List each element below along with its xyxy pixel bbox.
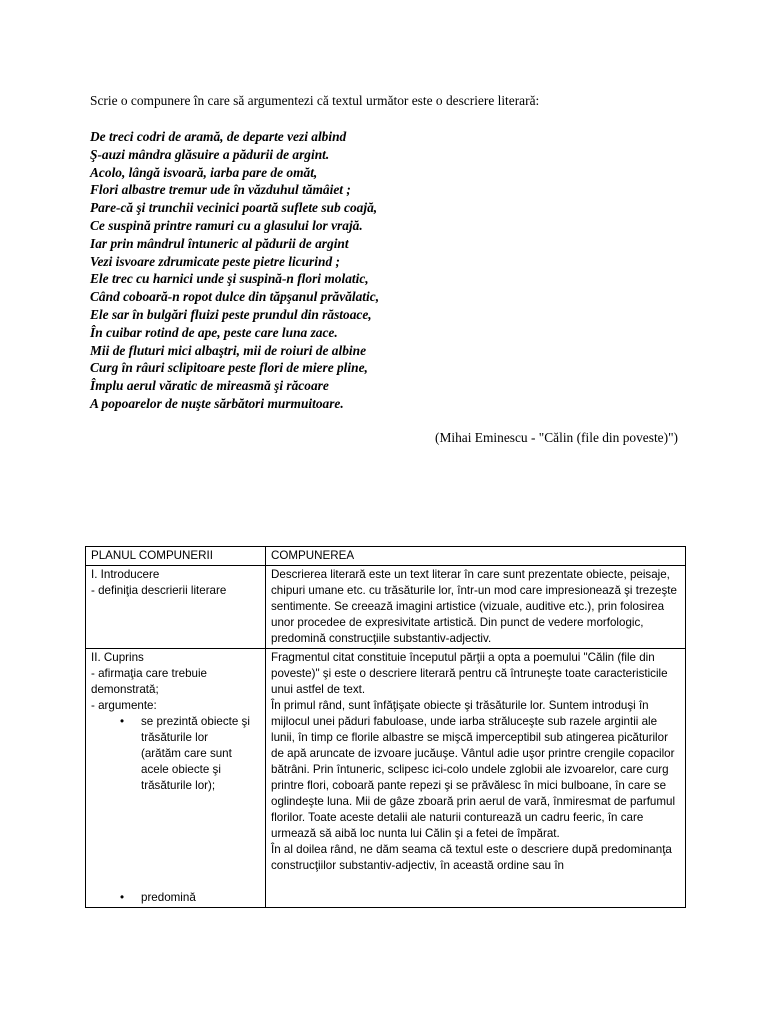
composition-cell xyxy=(266,649,686,908)
header-plan: PLANUL COMPUNERII xyxy=(86,547,266,566)
poem-line: Vezi isvoare zdrumicate peste pietre licurind ; xyxy=(90,253,340,269)
poem-line: Mii de fluturi mici albaştri, mii de roiuri de albine xyxy=(90,342,367,358)
poem-excerpt xyxy=(90,128,710,413)
poem-attribution: (Mihai Eminescu - "Călin (file din poveste)") xyxy=(435,430,678,445)
poem-line: Ele sar în bulgări fluizi peste prundul din răstoace, xyxy=(90,306,372,322)
argument-bullet xyxy=(91,714,261,794)
plan-cell xyxy=(86,649,266,908)
poem-line: În cuibar rotind de ape, peste care luna zace. xyxy=(90,324,338,340)
poem-line: Acolo, lângă isvoară, iarba pare de omăt, xyxy=(90,164,318,180)
poem-line: Ele trec cu harnici unde şi suspină-n flori molatic, xyxy=(90,271,369,287)
poem-line: Flori albastre tremur ude în văzduhul tămâiet ; xyxy=(90,182,351,198)
argument-text: se prezintă obiecte şi trăsăturile lor xyxy=(141,715,250,744)
argument-note: (arătăm care sunt acele obiecte şi trăsăturile lor); xyxy=(141,747,232,792)
plan-point: - definiţia descrierii literare xyxy=(91,584,227,597)
argument-bullet xyxy=(91,890,261,906)
plan-point: - afirmaţia care trebuie demonstrată; xyxy=(91,667,207,696)
poem-line: Împlu aerul văratic de mireasmă şi răcoare xyxy=(90,378,329,394)
assignment-prompt: Scrie o compunere în care să argumentezi că textul următor este o descriere literară: xyxy=(90,93,540,108)
bullet-icon: • xyxy=(120,715,125,728)
poem-line: Ce suspină printre ramuri cu a glasului lor vrajă. xyxy=(90,217,363,233)
header-composition: COMPUNEREA xyxy=(266,547,686,566)
table-row xyxy=(86,649,686,908)
poem-line: Când coboară-n ropot dulce din tăpşanul prăvălatic, xyxy=(90,289,380,305)
poem-line: Ş-auzi mândra glăsuire a pădurii de argint. xyxy=(90,146,330,162)
bullet-icon: • xyxy=(120,891,125,904)
composition-paragraph: În al doilea rând, ne dăm seama că textul este o descriere după predominanţa construcţiilor substantiv-adjectiv, în această ordine sau în xyxy=(271,843,672,872)
plan-point: - argumente: xyxy=(91,699,157,712)
poem-line: De treci codri de aramă, de departe vezi albind xyxy=(90,129,347,144)
argument-text: predomină xyxy=(141,891,196,904)
composition-paragraph: În primul rând, sunt înfăţişate obiecte şi trăsăturile lor. Suntem introduşi în mijlocul unei păduri fabuloase, unde iarba străluceşte sub razele argintii ale lunii, în timp ce florile albastre se mişcă imperceptibil sub atingerea picăturilor de apă aruncate de izvoare jucăuşe. Vântul adie uşor printre crengile copacilor bătrâni. Prin întuneric, sclipesc ici-colo undele zglobii ale izvoarelor, care curg printre flori, coboară pante repezi şi se prăvălesc în mici bulboane, în care se oglindeşte luna. Mii de gâze zboară prin aerul de vară, înmiresmat de parfumul florilor. Toate aceste detalii ale naturii conturează un cadru feeric, în care urmează să aibă loc nunta lui Călin şi a fetei de împărat. xyxy=(271,699,676,840)
table-row xyxy=(86,566,686,649)
plan-cell xyxy=(86,566,266,649)
poem-line: Pare-că şi trunchii vecinici poartă suflete sub coajă, xyxy=(90,200,378,216)
plan-section-title: I. Introducere xyxy=(91,568,160,581)
composition-plan-table xyxy=(85,546,686,908)
poem-line: Curg în râuri sclipitoare peste flori de miere pline, xyxy=(90,360,368,376)
table-header-row xyxy=(86,547,686,566)
poem-line: Iar prin mândrul întuneric al pădurii de argint xyxy=(90,235,349,251)
composition-paragraph: Fragmentul citat constituie începutul părţii a opta a poemului "Călin (file din poveste)" şi este o descriere literară pentru că întruneşte toate caracteristicile unui astfel de text. xyxy=(271,651,668,696)
plan-section-title: II. Cuprins xyxy=(91,651,144,664)
composition-cell: Descrierea literară este un text literar în care sunt prezentate obiecte, peisaje, chipuri umane etc. cu trăsăturile lor, într-un mod care impresionează şi trezeşte sentimente. Se creează imagini artistice (vizuale, auditive etc.), prin folosirea unor procedee de expresivitate artistică. Din punct de vedere morfologic, predomină construcţiile substantiv-adjectiv. xyxy=(266,566,686,649)
poem-line: A popoarelor de nuşte sărbători murmuitoare. xyxy=(90,395,344,411)
